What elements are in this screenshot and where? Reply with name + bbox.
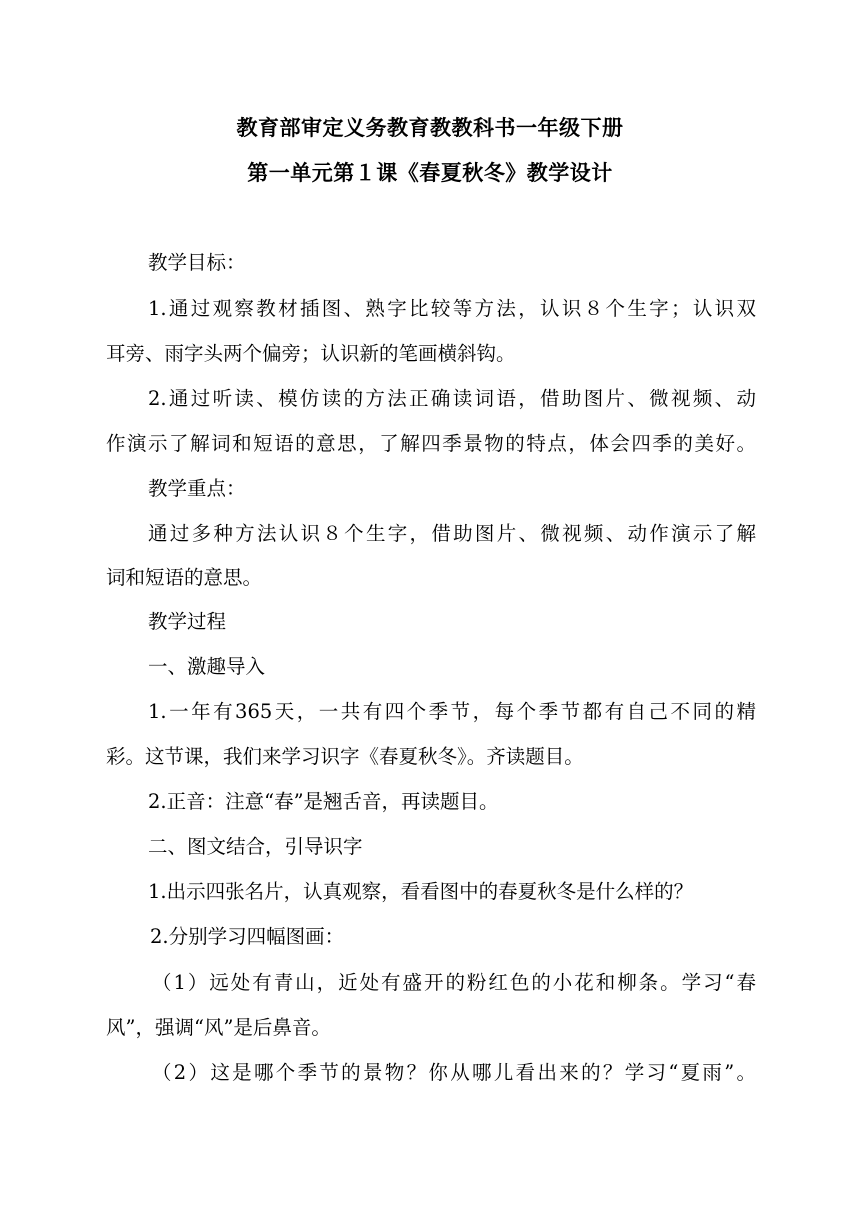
paragraph-line: 1.一年有365天，一共有四个季节，每个季节都有自己不同的精 (148, 700, 756, 723)
paragraph-line: 通过多种方法认识８个生字，借助图片、微视频、动作演示了解 (148, 522, 756, 545)
paragraph-line: 彩。这节课，我们来学习识字《春夏秋冬》。齐读题目。 (106, 745, 584, 768)
section-heading-objectives: 教学目标： (148, 251, 246, 274)
document-subtitle: 第一单元第１课《春夏秋冬》教学设计 (247, 161, 613, 185)
subsection-heading: 一、激趣导入 (148, 655, 266, 678)
paragraph-line: （1）远处有青山，近处有盛开的粉红色的小花和柳条。学习“春 (152, 971, 756, 994)
document-title: 教育部审定义务教育教教科书一年级下册 (236, 116, 624, 140)
section-heading-key-points: 教学重点： (148, 477, 246, 500)
paragraph-line: 1.出示四张名片，认真观察，看看图中的春夏秋冬是什么样的？ (148, 880, 694, 903)
paragraph-line: 2.通过听读、模仿读的方法正确读词语，借助图片、微视频、动 (148, 387, 756, 410)
subsection-heading: 二、图文结合，引导识字 (148, 835, 363, 858)
paragraph-line: （2）这是哪个季节的景物？你从哪儿看出来的？学习“夏雨”。 (152, 1061, 756, 1084)
paragraph-line: 作演示了解词和短语的意思，了解四季景物的特点，体会四季的美好。 (106, 432, 756, 455)
section-heading-process: 教学过程 (148, 610, 227, 633)
paragraph-line: 2.正音：注意“春”是翘舌音，再读题目。 (148, 790, 499, 813)
paragraph-line: 词和短语的意思。 (106, 566, 263, 589)
paragraph-line: 2.分别学习四幅图画： (150, 925, 345, 948)
paragraph-line: 1.通过观察教材插图、熟字比较等方法，认识８个生字；认识双 (148, 297, 756, 320)
paragraph-line: 风”，强调“风”是后鼻音。 (106, 1016, 331, 1039)
paragraph-line: 耳旁、雨字头两个偏旁；认识新的笔画横斜钩。 (106, 342, 516, 365)
